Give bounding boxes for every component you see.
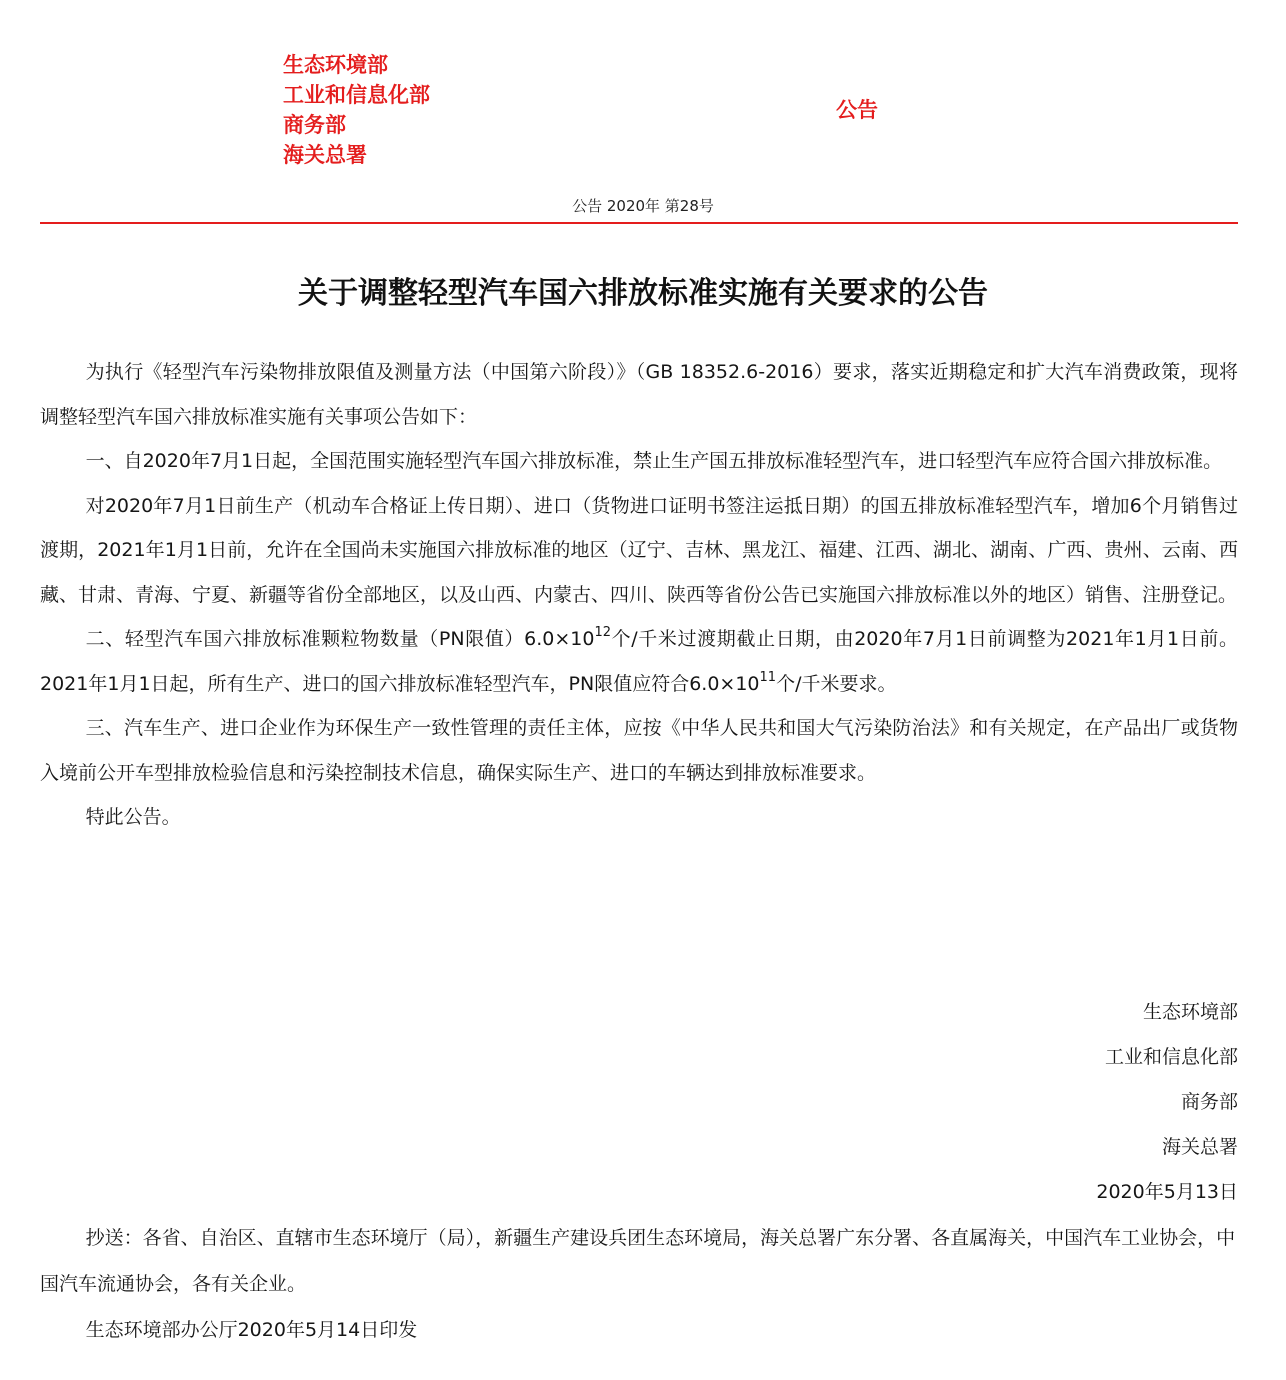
item-2-exponent-1: 12 [594,625,611,640]
item-2-paragraph [40,617,1238,706]
signature-org-2: 工业和信息化部 [1104,1046,1238,1068]
signature-block [1096,990,1238,1215]
item-2-text-a: 二、轻型汽车国六排放标准颗粒物数量（PN限值）6.0×10 [85,628,595,650]
signature-org-4: 海关总署 [1161,1136,1238,1158]
cc-recipients: 抄送：各省、自治区、直辖市生态环境厅（局），新疆生产建设兵团生态环境局，海关总署广东分署、各直属海关，中国汽车工业协会，中国汽车流通协会，各有关企业。 [40,1227,1236,1295]
item-3-paragraph: 三、汽车生产、进口企业作为环保生产一致性管理的责任主体，应按《中华人民共和国大气污染防治法》和有关规定，在产品出厂或货物入境前公开车型排放检验信息和污染控制技术信息，确保实际生产、进口的车辆达到排放标准要求。 [40,717,1238,784]
issuer-2: 工业和信息化部 [283,83,430,107]
footer-block [40,1215,1238,1353]
doc-type-label: 公告 [836,98,878,122]
issuer-4: 海关总署 [283,143,367,167]
issuer-3: 商务部 [283,113,346,137]
issuer-1: 生态环境部 [283,53,388,77]
intro-paragraph: 为执行《轻型汽车污染物排放限值及测量方法（中国第六阶段）》（GB 18352.6-2016）要求，落实近期稳定和扩大汽车消费政策，现将调整轻型汽车国六排放标准实施有关事项公告如下： [40,361,1238,428]
item-2-text-b: 个/千米过渡期截止日期，由2020年7月1日前调整为2021年1月1日前。2021年1月1日起，所有生产、进口的国六排放标准轻型汽车，PN限值应符合6.0×10 [40,628,1238,695]
document-number: 公告 2020年 第28号 [572,197,714,215]
item-2-exponent-2: 11 [759,669,777,685]
closing-paragraph: 特此公告。 [85,806,181,828]
item-1-paragraph: 一、自2020年7月1日起，全国范围实施轻型汽车国六排放标准，禁止生产国五排放标准轻型汽车，进口轻型汽车应符合国六排放标准。 [85,450,1223,472]
item-2-text-c: 个/千米要求。 [776,672,897,695]
announcement-body [40,350,1238,840]
page-title: 关于调整轻型汽车国六排放标准实施有关要求的公告 [298,276,988,311]
printed-note: 生态环境部办公厅2020年5月14日印发 [85,1319,418,1341]
signature-org-3: 商务部 [1180,1091,1238,1113]
issuing-agencies [283,50,430,170]
signature-date: 2020年5月13日 [1096,1181,1238,1203]
item-1-continuation-paragraph: 对2020年7月1日前生产（机动车合格证上传日期）、进口（货物进口证明书签注运抵日期）的国五排放标准轻型汽车，增加6个月销售过渡期，2021年1月1日前，允许在全国尚未实施国六排放标准的地区（辽宁、吉林、黑龙江、福建、江西、湖北、湖南、广西、贵州、云南、西藏、甘肃、青海、宁夏、新疆等省份全部地区，以及山西、内蒙古、四川、陕西等省份公告已实施国六排放标准以外的地区）销售、注册登记。 [40,494,1238,606]
red-divider-line [40,222,1238,224]
signature-org-1: 生态环境部 [1142,1001,1238,1023]
